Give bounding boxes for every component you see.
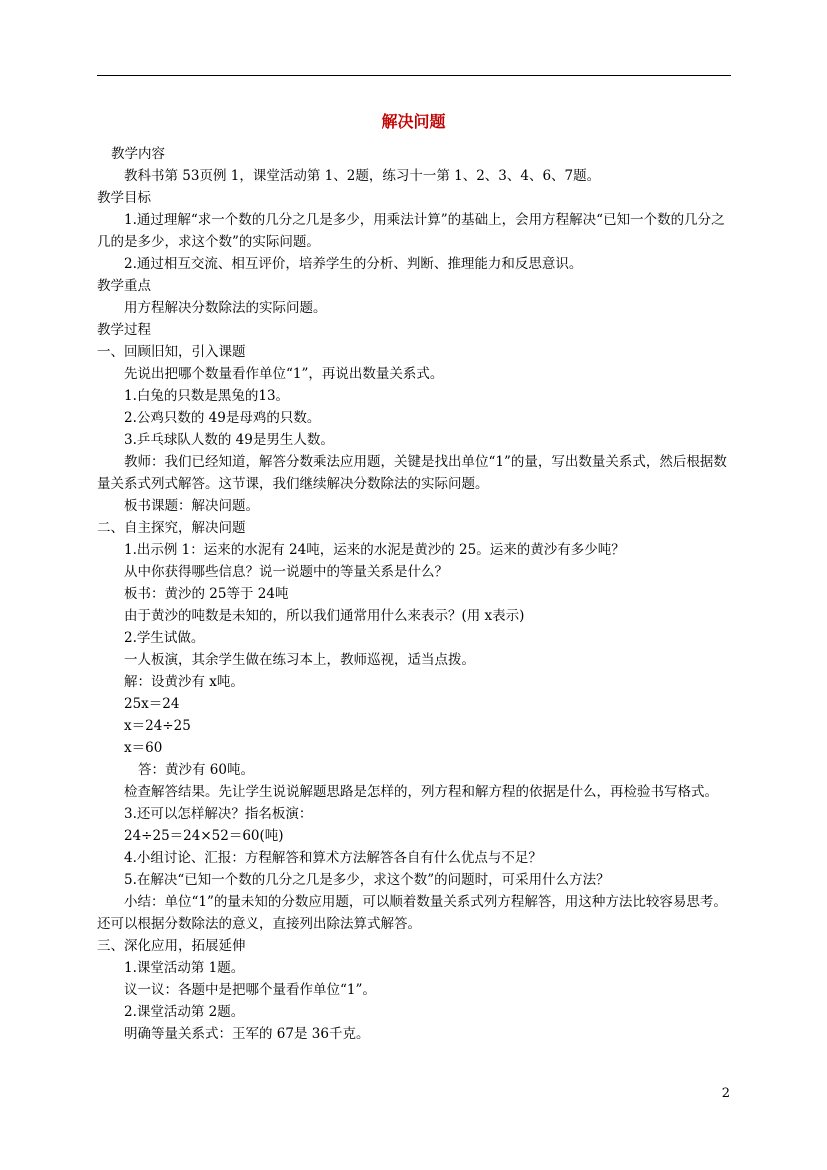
text-line: 1.出示例 1：运来的水泥有 24吨，运来的水泥是黄沙的 25。运来的黄沙有多少吨？ [124, 542, 625, 558]
text-line: 教学过程 [97, 322, 151, 338]
header-rule [97, 75, 731, 76]
text-line: 1.白兔的只数是黑兔的13。 [124, 388, 290, 404]
text-line: 用方程解决分数除法的实际问题。 [124, 300, 327, 316]
text-line: 2.公鸡只数的 49是母鸡的只数。 [124, 410, 321, 426]
text-line: 4.小组讨论、汇报：方程解答和算术方法解答各自有什么优点与不足？ [124, 850, 542, 866]
text-line: 2.课堂活动第 2题。 [124, 1004, 245, 1020]
text-line: 答：黄沙有 60吨。 [138, 762, 254, 778]
page-title: 解决问题 [381, 112, 446, 131]
text-line: 25x＝24 [124, 696, 180, 712]
text-line: 1.课堂活动第 1题。 [124, 960, 245, 976]
text-line: 2.学生试做。 [124, 630, 205, 646]
text-line: 3.还可以怎样解决？指名板演： [124, 806, 313, 822]
text-line: 先说出把哪个数量看作单位“1”，再说出数量关系式。 [124, 366, 444, 382]
text-line: 检查解答结果。先让学生说说解题思路是怎样的，列方程和解方程的依据是什么，再检验书写格式。 [124, 784, 718, 800]
text-line: 三、深化应用，拓展延伸 [97, 938, 246, 954]
text-line: 教学目标 [97, 190, 151, 206]
text-line: 二、自主探究，解决问题 [97, 520, 246, 536]
text-line: 由于黄沙的吨数是未知的，所以我们通常用什么来表示？(用 x表示) [124, 608, 525, 624]
text-line: 一、回顾旧知，引入课题 [97, 344, 246, 360]
text-line: 小结：单位“1”的量未知的分数应用题，可以顺着数量关系式列方程解答，用这种方法比较容易思考。还可以根据分数除法的意义，直接列出除法算式解答。 [97, 894, 727, 932]
text-line: 3.乒乓球队人数的 49是男生人数。 [124, 432, 334, 448]
text-line: 2.通过相互交流、相互评价，培养学生的分析、判断、推理能力和反思意识。 [124, 256, 583, 272]
text-line: 板书课题：解决问题。 [124, 498, 259, 514]
text-line: 从中你获得哪些信息？说一说题中的等量关系是什么？ [124, 564, 448, 580]
text-line: 议一议：各题中是把哪个量看作单位“1”。 [124, 982, 376, 998]
text-line: 教科书第 53页例 1，课堂活动第 1、2题，练习十一第 1、2、3、4、6、7题。 [124, 168, 601, 184]
text-line: 24÷25＝24×52＝60(吨) [124, 828, 284, 844]
text-line: 教学内容 [111, 146, 165, 162]
text-line: x＝24÷25 [124, 718, 191, 734]
text-line: x＝60 [124, 740, 163, 756]
text-line: 板书：黄沙的 25等于 24吨 [124, 586, 289, 602]
text-line: 5.在解决“已知一个数的几分之几是多少，求这个数”的问题时，可采用什么方法？ [124, 872, 610, 888]
text-line: 一人板演，其余学生做在练习本上，教师巡视，适当点拨。 [124, 652, 475, 668]
text-line: 教学重点 [97, 278, 151, 294]
lesson-body [97, 143, 731, 1045]
page-number: 2 [721, 1086, 730, 1101]
text-line: 解：设黄沙有 x吨。 [124, 674, 244, 690]
text-line: 1.通过理解“求一个数的几分之几是多少，用乘法计算”的基础上，会用方程解决“已知一个数的几分之几的是多少，求这个数”的实际问题。 [97, 212, 725, 250]
text-line: 教师：我们已经知道，解答分数乘法应用题，关键是找出单位“1”的量，写出数量关系式，然后根据数量关系式列式解答。这节课，我们继续解决分数除法的实际问题。 [97, 454, 727, 492]
text-line: 明确等量关系式：王军的 67是 36千克。 [124, 1026, 370, 1042]
